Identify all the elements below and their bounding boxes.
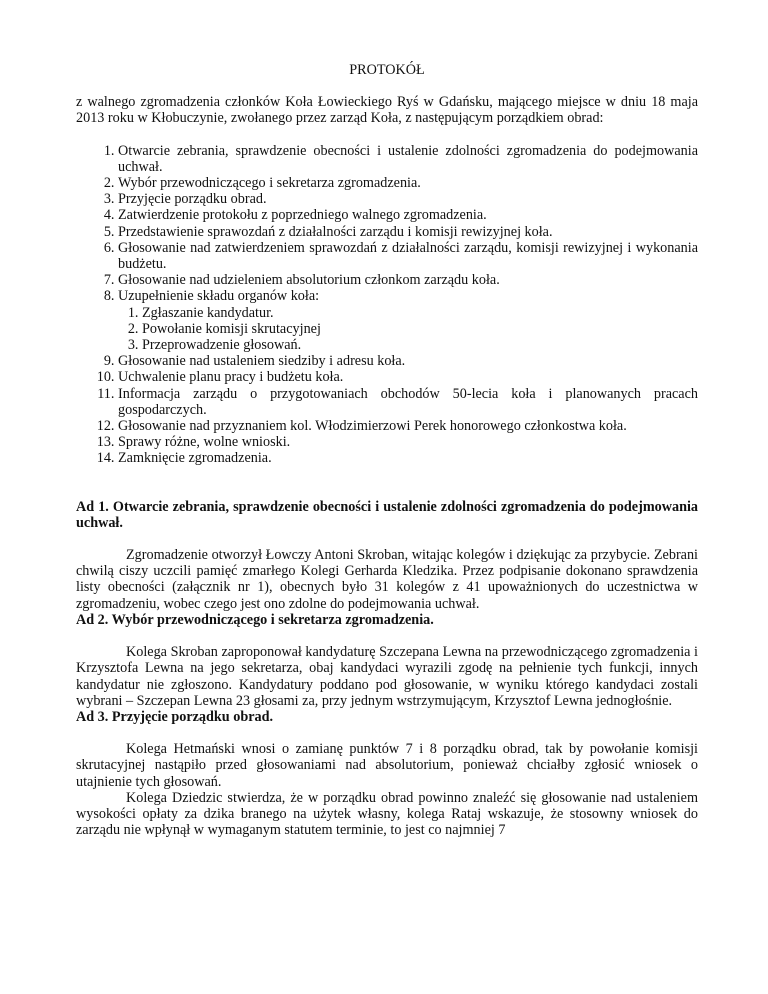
document-title: PROTOKÓŁ bbox=[349, 62, 425, 78]
agenda-list bbox=[76, 143, 698, 467]
agenda-subitem: 2. Powołanie komisji skrutacyjnej bbox=[142, 321, 698, 337]
agenda-item: 8. Uzupełnienie składu organów koła: 1. Zgłaszanie kandydatur. 2. Powołanie komisji skrutacyjnej 3. Przeprowadzenie głosowań. bbox=[118, 288, 698, 353]
agenda-item: 3. Przyjęcie porządku obrad. bbox=[118, 191, 698, 207]
section-heading: Ad 2. Wybór przewodniczącego i sekretarza zgromadzenia. bbox=[76, 611, 434, 628]
agenda-subitem: 1. Zgłaszanie kandydatur. bbox=[142, 305, 698, 321]
section-heading: Ad 3. Przyjęcie porządku obrad. bbox=[76, 708, 274, 725]
agenda-item: 7. Głosowanie nad udzieleniem absolutorium członkom zarządu koła. bbox=[118, 272, 698, 288]
agenda-item: 13. Sprawy różne, wolne wnioski. bbox=[118, 434, 698, 450]
section-paragraph: Kolega Skroban zaproponował kandydaturę Szczepana Lewna na przewodniczącego zgromadzenia i Krzysztofa Lewna na jego sekretarza, obaj kandydaci wyrazili zgodę na pełnienie tych funkcji, innych kandydatur nie zgłoszono. Kandydatury poddano pod głosowanie, w wyniku którego kandydaci zostali wybrani – Szczepan Lewna 23 głosami za, przy jednym wstrzymującym, Krzysztof Lewna jednogłośnie. bbox=[76, 644, 698, 709]
agenda-item: 11. Informacja zarządu o przygotowaniach obchodów 50-lecia koła i planowanych pracach gospodarczych. bbox=[118, 386, 698, 418]
agenda-item: 9. Głosowanie nad ustaleniem siedziby i adresu koła. bbox=[118, 353, 698, 369]
agenda-item: 5. Przedstawienie sprawozdań z działalności zarządu i komisji rewizyjnej koła. bbox=[118, 224, 698, 240]
section-paragraph: Kolega Dziedzic stwierdza, że w porządku obrad powinno znaleźć się głosowanie nad ustaleniem wysokości opłaty za dzika branego na użytek własny, kolega Rataj wskazuje, że stosowny wniosek do zarządu nie wpłynął w wymaganym statutem terminie, to jest co najmniej 7 bbox=[76, 789, 698, 839]
agenda-item: 1. Otwarcie zebrania, sprawdzenie obecności i ustalenie zdolności zgromadzenia do podejmowania uchwał. bbox=[118, 143, 698, 175]
agenda-item: 2. Wybór przewodniczącego i sekretarza zgromadzenia. bbox=[118, 175, 698, 191]
spacer bbox=[76, 467, 698, 499]
agenda-item: 10. Uchwalenie planu pracy i budżetu koła. bbox=[118, 369, 698, 385]
section-paragraph: Kolega Hetmański wnosi o zamianę punktów 7 i 8 porządku obrad, tak by powołanie komisji skrutacyjnej nastąpiło przed głosowaniami nad absolutorium, ponieważ chciałby zgłosić wniosek o utajnienie tych głosowań. bbox=[76, 741, 698, 790]
agenda-sublist bbox=[118, 305, 698, 354]
section-paragraph: Zgromadzenie otworzył Łowczy Antoni Skroban, witając kolegów i dziękując za przybycie. Zebrani chwilą ciszy uczcili pamięć zmarłego Kolegi Gerharda Kledzika. Przez podpisanie dokonano sprawdzenia listy obecności (załącznik nr 1), obecnych było 31 kolegów z 41 upoważnionych do uczestnictwa w zgromadzeniu, wobec czego jest ono zdolne do podejmowania uchwał. bbox=[76, 547, 698, 612]
agenda-item: 4. Zatwierdzenie protokołu z poprzedniego walnego zgromadzenia. bbox=[118, 207, 698, 223]
agenda-item: 12. Głosowanie nad przyznaniem kol. Włodzimierzowi Perek honorowego członkostwa koła. bbox=[118, 418, 698, 434]
agenda-item: 6. Głosowanie nad zatwierdzeniem sprawozdań z działalności zarządu, komisji rewizyjnej i wykonania budżetu. bbox=[118, 240, 698, 272]
agenda-subitem: 3. Przeprowadzenie głosowań. bbox=[142, 337, 698, 353]
section-heading: Ad 1. Otwarcie zebrania, sprawdzenie obecności i ustalenie zdolności zgromadzenia do podejmowania uchwał. bbox=[76, 498, 698, 531]
agenda-item: 14. Zamknięcie zgromadzenia. bbox=[118, 450, 698, 466]
document-intro: z walnego zgromadzenia członków Koła Łowieckiego Ryś w Gdańsku, mającego miejsce w dniu 18 maja 2013 roku w Kłobuczynie, zwołanego przez zarząd Koła, z następującym porządkiem obrad: bbox=[76, 94, 698, 127]
